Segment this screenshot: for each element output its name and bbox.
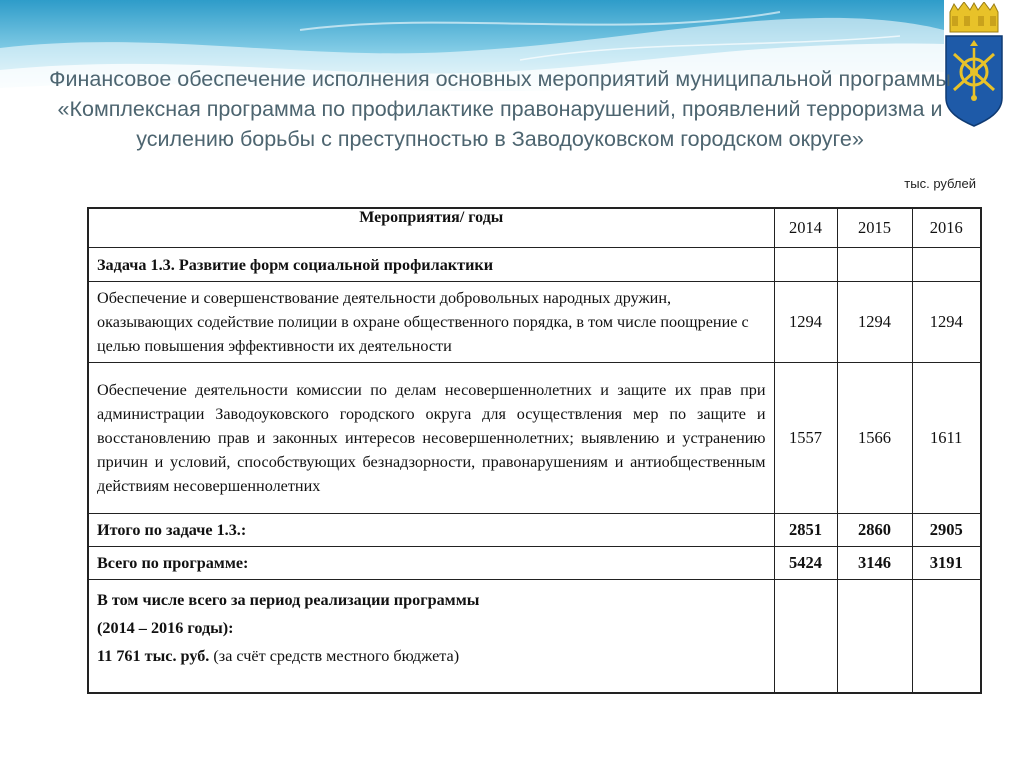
period-total-cell <box>88 580 774 694</box>
header-events-years: Мероприятия/ годы <box>88 208 774 248</box>
task-total-2014: 2851 <box>774 514 837 547</box>
row-name: Обеспечение и совершенствование деятельности добровольных народных дружин, оказывающих содействие полиции в охране общественного порядка, в том числе поощрение с целью повышения эффективности их деятельности <box>88 282 774 363</box>
task-heading-row <box>88 248 981 282</box>
period-total-row <box>88 580 981 694</box>
empty-cell <box>837 580 912 694</box>
header-year-2014: 2014 <box>774 208 837 248</box>
crown-icon <box>950 2 998 32</box>
empty-cell <box>774 248 837 282</box>
row-value-2015: 1294 <box>837 282 912 363</box>
period-total-line1: В том числе всего за период реализации программы <box>97 591 480 609</box>
table-row <box>88 282 981 363</box>
page-title: Финансовое обеспечение исполнения основных мероприятий муниципальной программы «Комплексная программа по профилактике правонарушений, проявлений терроризма и усилению борьбы с преступностью в Заводоуковском городском округе» <box>49 67 951 151</box>
empty-cell <box>912 580 981 694</box>
task-heading: Задача 1.3. Развитие форм социальной профилактики <box>88 248 774 282</box>
table-header-row <box>88 208 981 248</box>
row-value-2014: 1294 <box>774 282 837 363</box>
period-total-source: (за счёт средств местного бюджета) <box>209 647 460 665</box>
header-year-2016: 2016 <box>912 208 981 248</box>
units-label: тыс. рублей <box>904 176 976 191</box>
task-total-2016: 2905 <box>912 514 981 547</box>
task-total-2015: 2860 <box>837 514 912 547</box>
row-name: Обеспечение деятельности комиссии по делам несовершеннолетних и защите их прав при администрации Заводоуковского городского округа для осуществления мер по защите и восстановлению прав и законных интересов несовершеннолетних; выявлению и устранению причин и условий, способствующих безнадзорности, правонарушениям и антиобщественным действиям несовершеннолетних <box>88 363 774 514</box>
row-value-2014: 1557 <box>774 363 837 514</box>
program-total-2014: 5424 <box>774 547 837 580</box>
program-total-label: Всего по программе: <box>88 547 774 580</box>
financing-table <box>87 207 982 694</box>
row-value-2016: 1294 <box>912 282 981 363</box>
program-total-row <box>88 547 981 580</box>
period-total-line3 <box>97 642 766 670</box>
period-total-amount: 11 761 тыс. руб. <box>97 647 210 665</box>
period-total-line2: (2014 – 2016 годы): <box>97 619 234 637</box>
row-value-2015: 1566 <box>837 363 912 514</box>
task-total-label: Итого по задаче 1.3.: <box>88 514 774 547</box>
empty-cell <box>837 248 912 282</box>
program-total-2015: 3146 <box>837 547 912 580</box>
header-year-2015: 2015 <box>837 208 912 248</box>
empty-cell <box>912 248 981 282</box>
empty-cell <box>774 580 837 694</box>
row-value-2016: 1611 <box>912 363 981 514</box>
program-total-2016: 3191 <box>912 547 981 580</box>
table-row <box>88 363 981 514</box>
task-total-row <box>88 514 981 547</box>
